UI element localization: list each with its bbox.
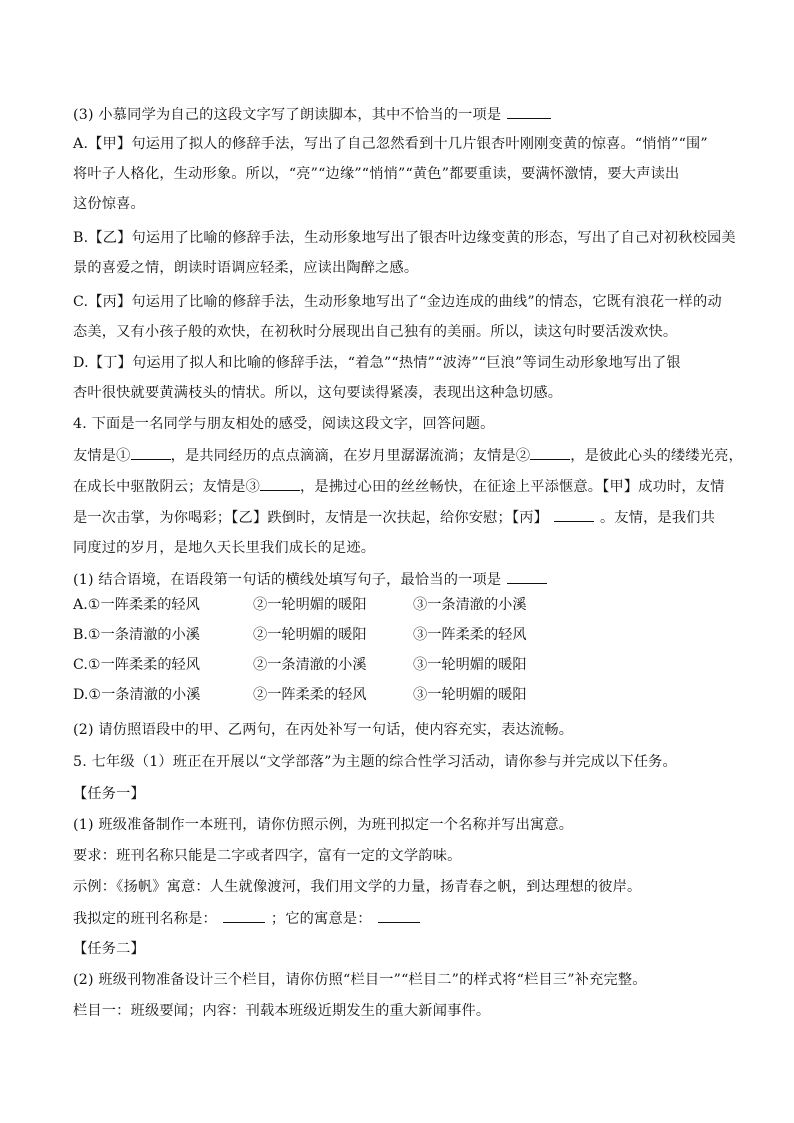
q3-option-d-line2: 杏叶很快就要黄满枝头的情状。所以，这句要读得紧凑，表现出这种急切感。: [73, 385, 563, 401]
answer-blank[interactable]: [507, 569, 547, 584]
q3-option-a-line2: 将叶子人格化，生动形象。所以，“亮”“边缘”“悄悄”“黄色”都要重读，要满怀激情，要大声读出: [73, 166, 680, 182]
passage-blank-1[interactable]: [131, 445, 171, 460]
answer-blank[interactable]: [507, 104, 551, 119]
q4-passage-line2: 在成长中驱散阴云；友情是③ ，是拂过心田的丝丝畅快，在征途上平添惬意。【甲】成功时，友情: [73, 476, 721, 497]
passage-blank-bing[interactable]: [554, 507, 594, 522]
journal-name-blank[interactable]: [223, 908, 265, 923]
q4-passage-line3: 是一次击掌，为你喝彩；【乙】跌倒时，友情是一次扶起，给你安慰；【丙】 。友情，是我们共: [73, 507, 721, 528]
q4-sub1: (1) 结合语境，在语段第一句话的横线处填写句子，最恰当的一项是: [73, 569, 721, 590]
q4-passage-line4: 同度过的岁月，是地久天长里我们成长的足迹。: [73, 540, 376, 556]
column-one-text: 栏目一：班级要闻；内容：刊载本班级近期发生的重大新闻事件。: [73, 1003, 491, 1019]
passage-blank-2[interactable]: [530, 445, 570, 460]
task-two-heading: 【任务二】: [73, 941, 145, 957]
q3-option-c-line1: C.【丙】句运用了比喻的修辞手法，生动形象地写出了“金边连成的曲线”的情态，它既有浪花一样的动: [73, 294, 722, 310]
task-one-question: (1) 班级准备制作一本班刊，请你仿照示例，为班刊拟定一个名称并写出寓意。: [73, 817, 574, 833]
task-one-heading: 【任务一】: [73, 786, 145, 802]
q5-stem: 5. 七年级（1）班正在开展以“文学部落”为主题的综合性学习活动，请你参与并完成以下任务。: [73, 754, 677, 770]
q3-option-d-line1: D.【丁】句运用了拟人和比喻的修辞手法，“着急”“热情”“波涛”“巨浪”等词生动形象地写出了银: [73, 355, 681, 371]
journal-meaning-blank[interactable]: [378, 908, 420, 923]
exam-page: (3) 小慕同学为自己的这段文字写了朗读脚本，其中不恰当的一项是 A.【甲】句运用了拟人的修辞手法，写出了自己忽然看到十几片银杏叶刚刚变黄的惊喜。“悄悄”“围” 将叶子人格化，生动形象。所以，“亮”“边缘”“悄悄”“黄色”都要重读，要满怀激情，要大声读出 这份惊喜。 B.【乙】句运用了比喻的修辞手法，生动形象地写出了银杏叶边缘变黄的形态，写出了自己对初秋校园美 景的喜爱之情，朗读时语调应轻柔，应读出陶醉之感。 C.【丙】句运用了比喻的修辞手法，生动形象地写出了“金边连成的曲线”的情态，它既有浪花一样的动 态美，又有小孩子般的欢快，在初秋时分展现出自己独有的美丽。所以，读这句时要活泼欢快。 D.【丁】句运用了拟人和比喻的修辞手法，“着急”“热情”“波涛”“巨浪”等词生动形象地写出了银 杏叶很快就要黄满枝头的情状。所以，这句要读得紧凑，表现出这种急切感。 4. 下面是一名同学与朋友相处的感受，阅读这段文字，回答问题。 友情是① ，是共同经历的点点滴滴，在岁月里潺潺流淌；友情是② ，是彼此心头的缕缕光亮， 在成长中驱散阴云；友情是③ ，是拂过心田的丝丝畅快，在征途上平添惬意。【甲】成功时，友情 是一次击掌，为你喝彩；【乙】跌倒时，友情是一次扶起，给你安慰；【丙】 。友情，是我们共 同度过的岁月，是地久天长里我们成长的足迹。 (1) 结合语境，在语段第一句话的横线处填写句子，最恰当的一项是 A.①一阵柔柔的轻风 ②一轮明媚的暖阳 ③一条清澈的小溪 B.①一条清澈的小溪 ②一轮明媚的暖阳 ③一阵柔柔的轻风 C.①一阵柔柔的轻风 ②一条清澈的小溪 ③一轮明媚的暖阳 D.①一条清澈的小溪 ②一阵柔柔的轻风 ③一轮明媚的暖阳 (2) 请仿照语段中的甲、乙两句，在丙处补写一句话，使内容充实，表达流畅。 5. 七年级（1）班正在开展以“文学部落”为主题的综合性学习活动，请你参与并完成以下任务。 【任务一】 (1) 班级准备制作一本班刊，请你仿照示例，为班刊拟定一个名称并写出寓意。 要求：班刊名称只能是二字或者四字，富有一定的文学韵味。 示例：《扬帆》寓意：人生就像渡河，我们用文学的力量，扬青春之帆，到达理想的彼岸。 我拟定的班刊名称是： ；它的寓意是： 【任务二】 (2) 班级刊物准备设计三个栏目，请你仿照“栏目一”“栏目二”的样式将“栏目三”补充完整。 栏目一：班级要闻；内容：刊载本班级近期发生的重大新闻事件。: [0, 0, 794, 1123]
q3-option-a-line1: A.【甲】句运用了拟人的修辞手法，写出了自己忽然看到十几片银杏叶刚刚变黄的惊喜。“悄悄”“围”: [73, 136, 708, 152]
q3-option-a-line3: 这份惊喜。: [73, 196, 145, 212]
q3-option-b-line1: B.【乙】句运用了比喻的修辞手法，生动形象地写出了银杏叶边缘变黄的形态，写出了自己对初秋校园美: [73, 230, 736, 246]
task-two-question: (2) 班级刊物准备设计三个栏目，请你仿照“栏目一”“栏目二”的样式将“栏目三”补充完整。: [73, 972, 647, 988]
passage-blank-3[interactable]: [260, 476, 300, 491]
q3-stem: (3) 小慕同学为自己的这段文字写了朗读脚本，其中不恰当的一项是: [73, 104, 721, 125]
task-one-requirement: 要求：班刊名称只能是二字或者四字，富有一定的文学韵味。: [73, 848, 462, 864]
task-one-answer-line: 我拟定的班刊名称是： ；它的寓意是：: [73, 908, 721, 929]
q4-passage-line1: 友情是① ，是共同经历的点点滴滴，在岁月里潺潺流淌；友情是② ，是彼此心头的缕缕光亮，: [73, 445, 721, 466]
q4-sub2: (2) 请仿照语段中的甲、乙两句，在丙处补写一句话，使内容充实，表达流畅。: [73, 722, 574, 738]
q3-option-c-line2: 态美，又有小孩子般的欢快，在初秋时分展现出自己独有的美丽。所以，读这句时要活泼欢快。: [73, 324, 678, 340]
q4-stem: 4. 下面是一名同学与朋友相处的感受，阅读这段文字，回答问题。: [73, 416, 495, 432]
q3-option-b-line2: 景的喜爱之情，朗读时语调应轻柔，应读出陶醉之感。: [73, 260, 419, 276]
task-one-example: 示例：《扬帆》寓意：人生就像渡河，我们用文学的力量，扬青春之帆，到达理想的彼岸。: [73, 879, 642, 895]
